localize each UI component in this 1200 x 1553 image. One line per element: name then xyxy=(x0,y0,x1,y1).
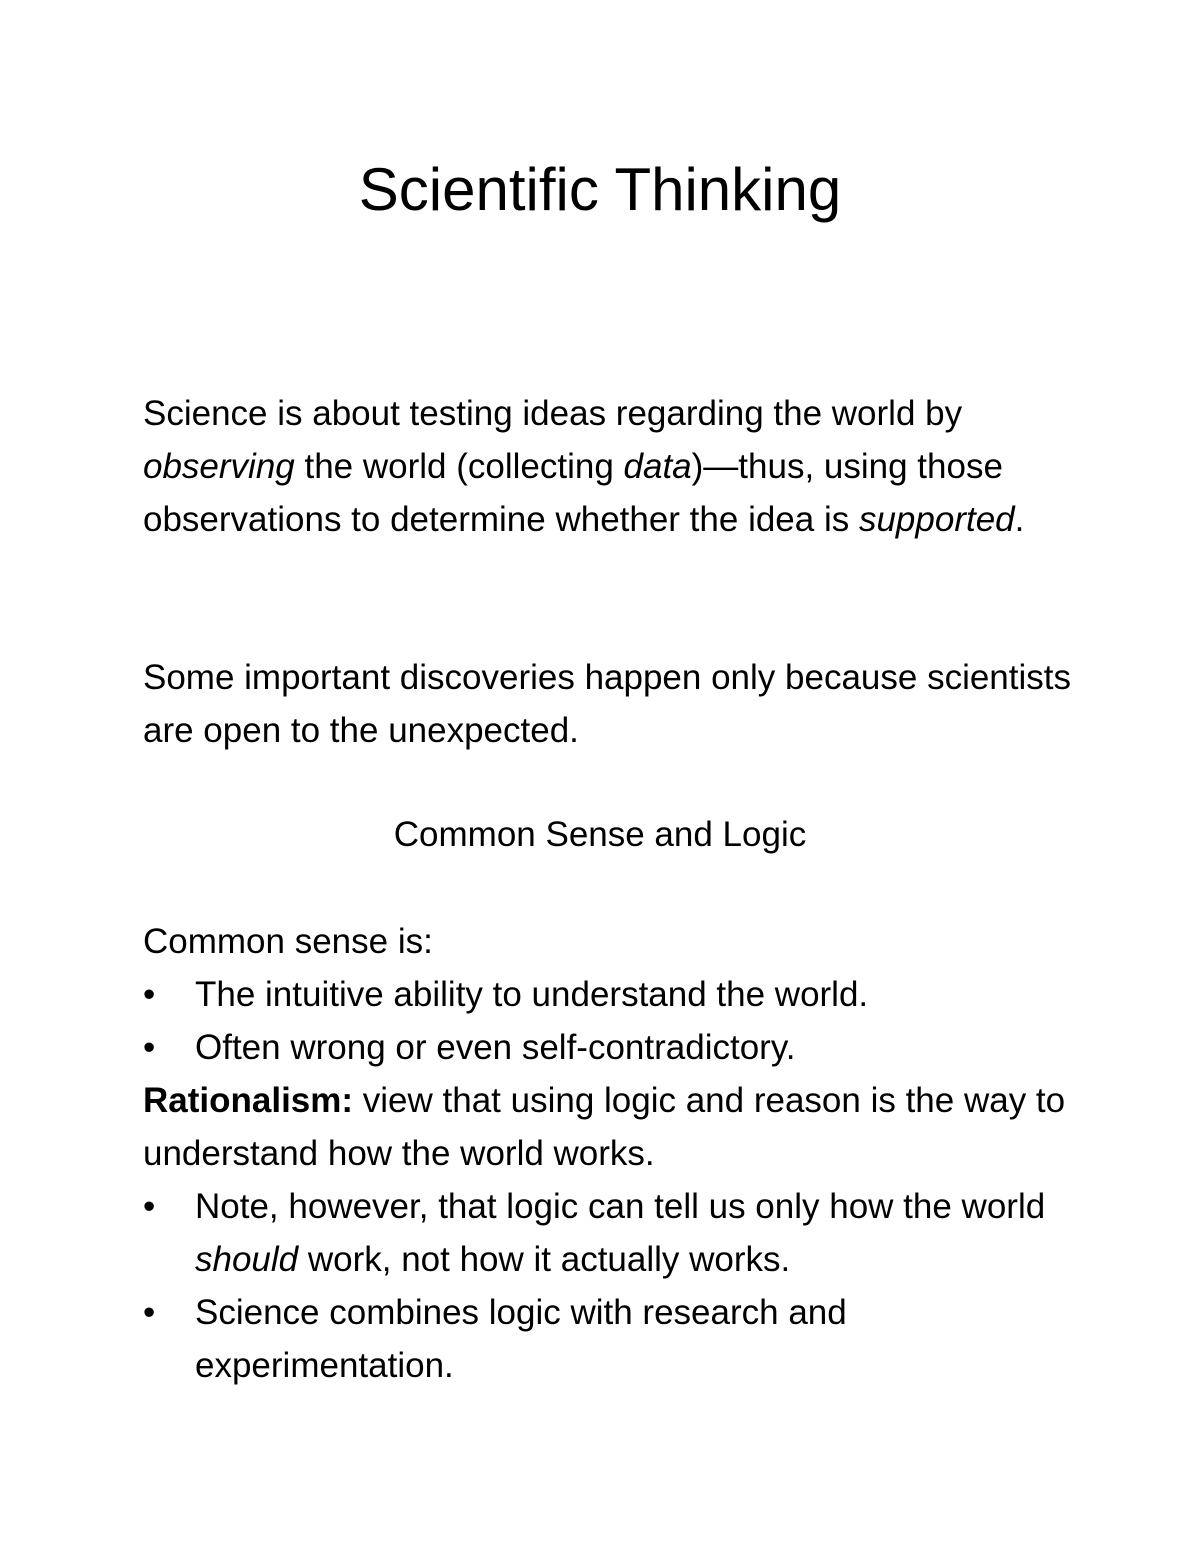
emphasis-observing: observing xyxy=(143,447,295,486)
list-item xyxy=(143,968,1093,1021)
paragraph-discoveries: Some important discoveries happen only because scientists are open to the unexpected. xyxy=(143,658,1071,750)
list-item-text: The intuitive ability to understand the world. xyxy=(195,975,869,1014)
section-heading: Common Sense and Logic xyxy=(393,815,807,854)
list-item xyxy=(143,1180,1093,1286)
rationalism-term: Rationalism: xyxy=(143,1081,354,1120)
bullet-icon: • xyxy=(143,1028,156,1067)
common-sense-intro: Common sense is: xyxy=(143,922,433,961)
emphasis-should: should xyxy=(195,1240,299,1279)
common-sense-list xyxy=(143,968,1093,1074)
list-item-text: work, not how it actually works. xyxy=(298,1240,791,1279)
page-title: Scientific Thinking xyxy=(358,156,842,223)
list-item xyxy=(143,1286,1093,1392)
list-item-text: Science combines logic with research and experimentation. xyxy=(195,1293,847,1385)
paragraph-text: )—thus, using those observations to determine whether the idea is xyxy=(143,447,1003,539)
bullet-icon: • xyxy=(143,1293,156,1332)
paragraph-text: Science is about testing ideas regarding the world by xyxy=(143,394,963,433)
list-item-text: Note, however, that logic can tell us only how the world xyxy=(195,1187,1046,1226)
bullet-icon: • xyxy=(143,1187,156,1226)
paragraph-text: . xyxy=(1014,500,1025,539)
common-sense-section xyxy=(143,915,1093,1392)
paragraph-science-definition xyxy=(143,387,1093,546)
rationalism-list xyxy=(143,1180,1093,1392)
rationalism-text: view that using logic and reason is the way to understand how the world works. xyxy=(143,1081,1066,1173)
rationalism-definition xyxy=(143,1074,1093,1180)
emphasis-supported: supported xyxy=(858,500,1015,539)
emphasis-data: data xyxy=(623,447,692,486)
paragraph-text: the world (collecting xyxy=(294,447,624,486)
bullet-icon: • xyxy=(143,975,156,1014)
list-item xyxy=(143,1021,1093,1074)
list-item-text: Often wrong or even self-contradictory. xyxy=(195,1028,796,1067)
